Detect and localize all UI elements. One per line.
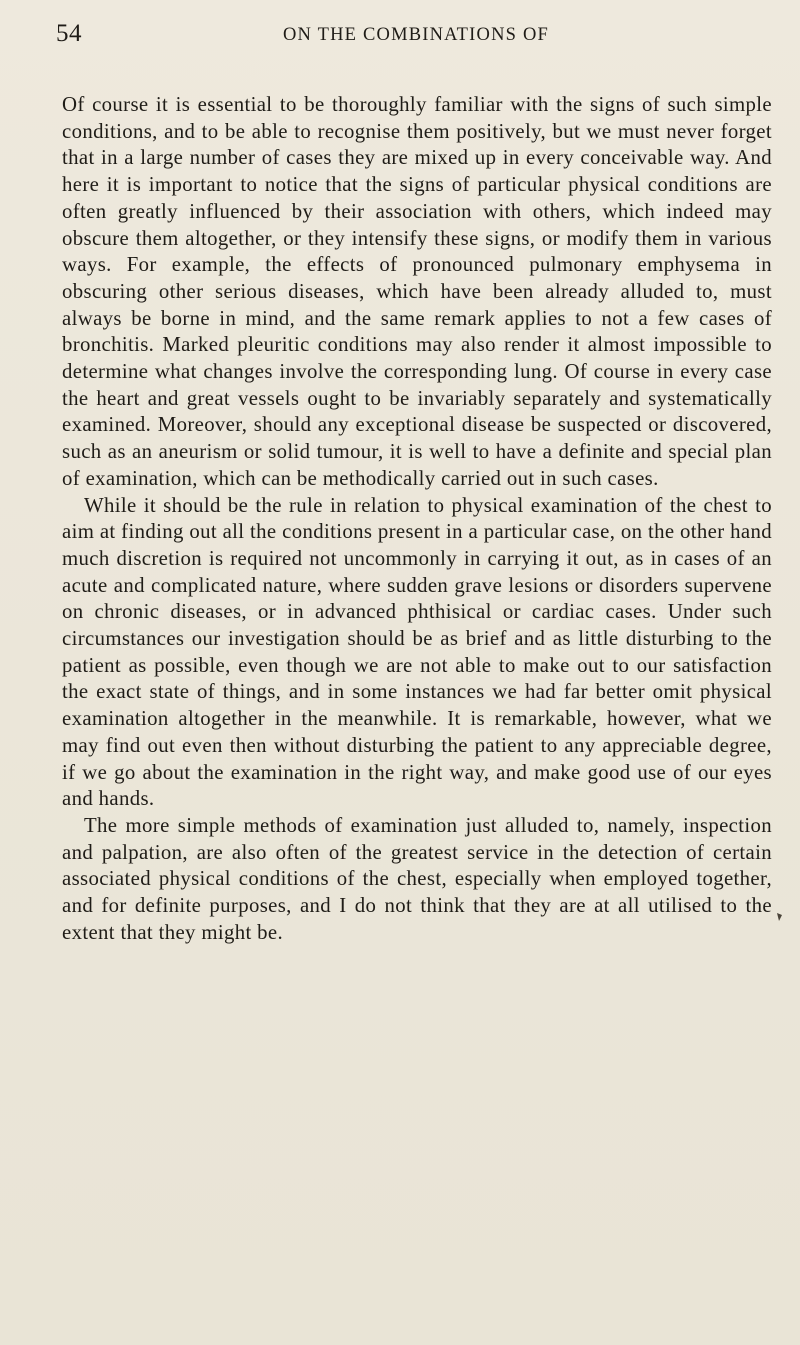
paragraph-2: While it should be the rule in relation to physical examination of the chest to aim at finding out all the conditions present in a particular case, on the other hand much discretion is required not uncommonly in carrying it out, as in cases of an acute and complicated nature, where sudden grave lesions or disorders supervene on chronic diseases, or in advanced phthisical or cardiac cases. Under such circumstances our investigation should be as brief and as little disturbing to the patient as possible, even though we are not able to make out to our satisfaction the exact state of things, and in some instances we had far better omit physical examination altogether in the meanwhile. It is remarkable, however, what we may find out even then without disturbing the patient to any appreciable degree, if we go about the examination in the right way, and make good use of our eyes and hands. — [62, 493, 772, 811]
ink-speck-mark — [776, 912, 784, 922]
running-head: ON THE COMBINATIONS OF — [282, 25, 550, 45]
body-text — [62, 92, 772, 947]
page-number: 54 — [56, 20, 82, 47]
paragraph-1: Of course it is essential to be thoroughly familiar with the signs of such simple conditions, and to be able to recognise them positively, but we must never forget that in a large number of cases they are mixed up in every conceivable way. And here it is important to notice that the signs of particular physical conditions are often greatly influenced by their association with others, which indeed may obscure them altogether, or they intensify these signs, or modify them in various ways. For example, the effects of pronounced pulmonary emphysema in obscuring other serious diseases, which have been already alluded to, must always be borne in mind, and the same remark applies to not a few cases of bronchitis. Marked pleuritic conditions may also render it almost impossible to determine what changes involve the corresponding lung. Of course in every case the heart and great vessels ought to be invariably separately and systematically examined. Moreover, should any exceptional disease be suspected or discovered, such as an aneurism or solid tumour, it is well to have a definite and special plan of examination, which can be methodically carried out in such cases. — [62, 93, 772, 490]
paragraph-3: The more simple methods of examination just alluded to, namely, inspection and palpation, are also often of the greatest service in the detection of certain associated physical conditions of the chest, especially when employed together, and for definite purposes, and I do not think that they are at all utilised to the extent that they might be. — [62, 813, 772, 944]
